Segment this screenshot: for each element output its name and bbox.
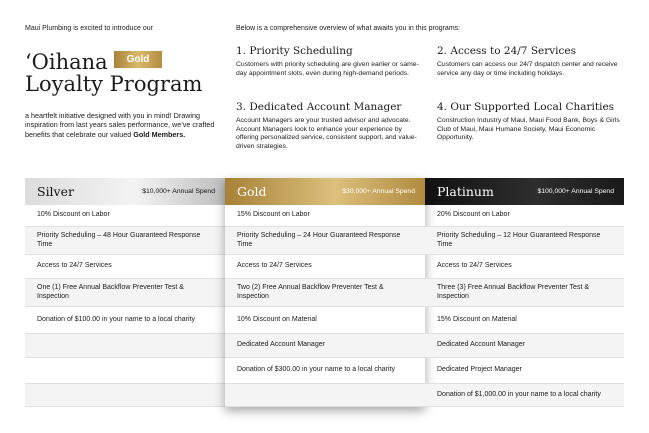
tier-header-gold [225, 178, 425, 205]
benefit-title: 1. Priority Scheduling [236, 45, 353, 57]
tier-spend: $10,000+ Annual Spend [142, 188, 215, 195]
intro-text: Maui Plumbing is excited to introduce our [25, 25, 154, 32]
tier-row: Dedicated Account Manager [425, 334, 624, 358]
tier-row: Priority Scheduling – 48 Hour Guaranteed Response Time [25, 227, 225, 255]
benefit-text: Construction Industry of Maui, Maui Food Bank, Boys & Girls Club of Maui, Maui Humane Society, Maui Economic Opportunity. [437, 117, 620, 142]
tier-row [25, 334, 225, 358]
benefit-title: 3. Dedicated Account Manager [236, 101, 402, 113]
tier-name: Platinum [437, 184, 494, 199]
tier-column-gold [225, 178, 425, 407]
tier-row: Priority Scheduling – 12 Hour Guaranteed Response Time [425, 227, 624, 255]
benefit-text: Account Managers are your trusted advisor and advocate. Account Managers look to enhance your experience by offering personalized service, consistent support, and value-driven strategies. [236, 117, 417, 150]
tier-row: Donation of $1,000.00 in your name to a local charity [425, 384, 624, 407]
blurb-text: a heartfelt initiative designed with you in mind! Drawing inspiration from last years sales performance, we’ve crafted benefits that celebrate our valued [25, 111, 215, 139]
benefit-text: Customers with priority scheduling are given earlier or same-day appointment slots, even during high-demand periods. [236, 61, 419, 77]
tier-row [225, 384, 425, 407]
program-title-line2: Loyalty Program [25, 72, 203, 96]
tier-row: Two (2) Free Annual Backflow Preventer Test & Inspection [225, 279, 425, 307]
tier-row: 20% Discount on Labor [425, 205, 624, 227]
tier-row: Access to 24/7 Services [425, 255, 624, 279]
overview-text: Below is a comprehensive overview of what awaits you in this programs: [236, 25, 461, 32]
benefit-priority-scheduling [236, 45, 421, 78]
tier-header-platinum [425, 178, 624, 205]
tier-name: Silver [37, 184, 74, 199]
benefit-text: Customers can access our 24/7 dispatch center and receive service any day or time including holidays. [437, 61, 618, 77]
tier-row: Donation of $300.00 in your name to a local charity [225, 358, 425, 384]
tier-header-silver [25, 178, 225, 205]
tier-spend: $100,000+ Annual Spend [537, 188, 614, 195]
tier-row: 15% Discount on Material [425, 307, 624, 334]
tier-row: Priority Scheduling – 24 Hour Guaranteed Response Time [225, 227, 425, 255]
tier-row: Dedicated Project Manager [425, 358, 624, 384]
tier-name: Gold [237, 184, 267, 199]
tier-row [25, 384, 225, 407]
blurb-bold: Gold Members. [133, 129, 186, 139]
tier-column-platinum [425, 178, 624, 407]
tier-comparison-table [25, 178, 624, 408]
tier-row: Donation of $100.00 in your name to a local charity [25, 307, 225, 334]
program-title-line1: ‘Oihana [25, 50, 108, 74]
benefit-24-7-services [437, 45, 622, 78]
tier-row: 10% Discount on Material [225, 307, 425, 334]
tier-row: 10% Discount on Labor [25, 205, 225, 227]
tier-row: Access to 24/7 Services [225, 255, 425, 279]
tier-column-silver [25, 178, 225, 407]
benefit-title: 2. Access to 24/7 Services [437, 45, 577, 57]
tier-row: Dedicated Account Manager [225, 334, 425, 358]
tier-row: Access to 24/7 Services [25, 255, 225, 279]
benefit-title: 4. Our Supported Local Charities [437, 101, 615, 113]
tier-row [25, 358, 225, 384]
tier-row: 15% Discount on Labor [225, 205, 425, 227]
tier-row: Three (3) Free Annual Backflow Preventer Test & Inspection [425, 279, 624, 307]
tier-spend: $30,000+ Annual Spend [342, 188, 415, 195]
program-blurb [25, 111, 215, 139]
benefit-local-charities [437, 101, 622, 143]
benefit-account-manager [236, 101, 421, 151]
gold-badge: Gold [114, 51, 162, 68]
tier-row: One (1) Free Annual Backflow Preventer Test & Inspection [25, 279, 225, 307]
